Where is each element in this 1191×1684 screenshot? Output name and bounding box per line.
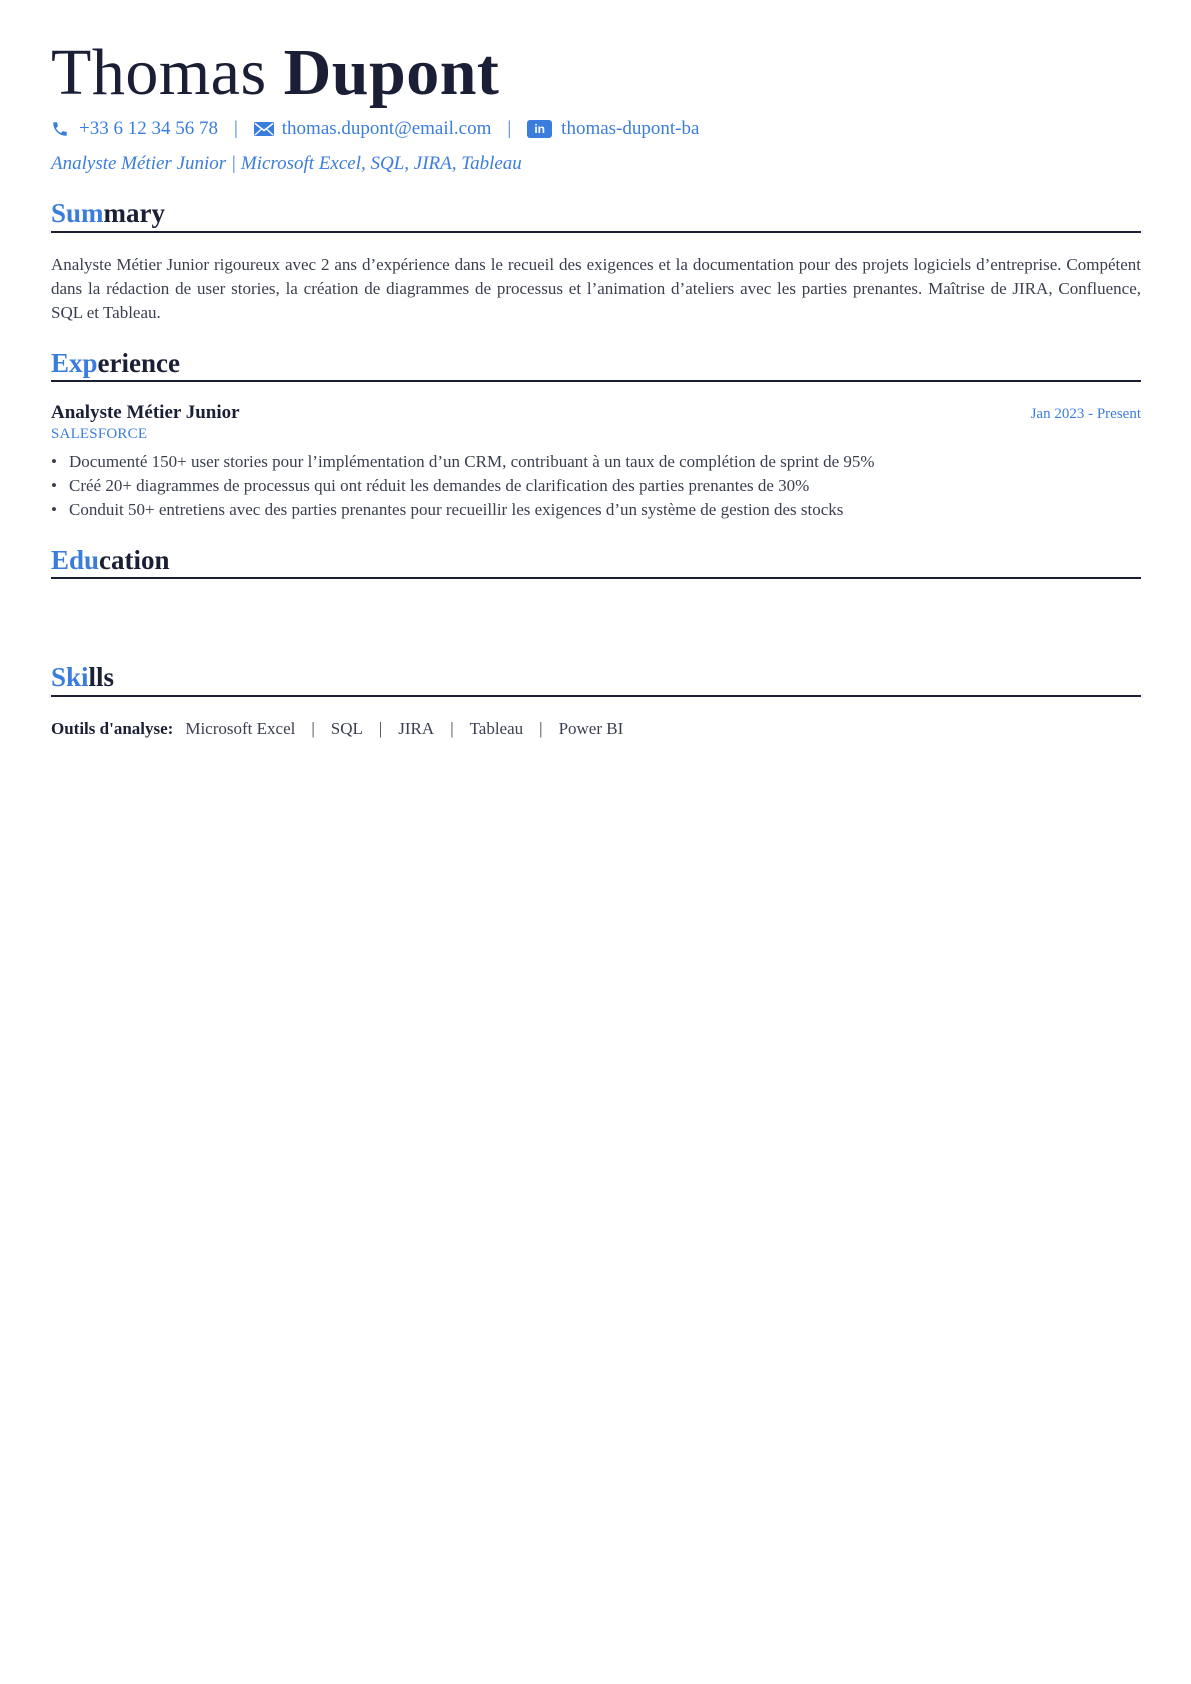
- contact-phone[interactable]: [51, 118, 218, 140]
- job-bullets: [51, 450, 1141, 522]
- email-address: thomas.dupont@email.com: [281, 118, 492, 140]
- summary-text: Analyste Métier Junior rigoureux avec 2 ans d’expérience dans le recueil des exigences et la documentation pour des projets logiciels d’entreprise. Compétent dans la rédaction de user stories, la création de diagrammes de processus et l’animation d’ateliers avec les parties prenantes. Maîtrise de JIRA, Confluence, SQL et Tableau.: [51, 254, 1141, 322]
- section-title-skills: [51, 661, 1141, 696]
- job-header: [51, 402, 1141, 424]
- education-section: [51, 544, 1141, 639]
- job-title: Analyste Métier Junior: [51, 402, 240, 424]
- company-name: SALESFORCE: [51, 426, 148, 443]
- linkedin-icon: in: [527, 120, 552, 138]
- last-name: Dupont: [283, 36, 500, 109]
- contact-row: [51, 115, 1141, 143]
- list-item: • Créé 20+ diagrammes de processus qui ont réduit les demandes de clarification des parties prenantes de 30%: [51, 474, 1141, 498]
- skills-label: Outils d'analyse:: [51, 718, 174, 738]
- professional-headline: Analyste Métier Junior | Microsoft Excel, SQL, JIRA, Tableau: [51, 153, 522, 175]
- list-item: • Conduit 50+ entretiens avec des parties prenantes pour recueillir les exigences d’un système de gestion des stocks: [51, 498, 1141, 522]
- section-title-rest: cation: [99, 545, 170, 576]
- skills-row: [51, 719, 1141, 739]
- skill-item: Power BI: [558, 718, 624, 738]
- skill-separator: |: [450, 718, 454, 738]
- contact-linkedin[interactable]: [527, 118, 699, 140]
- job-entry: [51, 402, 1141, 522]
- skill-separator: |: [311, 718, 315, 738]
- skill-separator: |: [539, 718, 543, 738]
- job-date: Jan 2023 - Present: [1030, 406, 1141, 423]
- section-title-rest: erience: [97, 347, 180, 378]
- experience-section: [51, 347, 1141, 522]
- skill-separator: |: [378, 718, 383, 738]
- section-title-education: [51, 544, 1141, 579]
- skill-item: Tableau: [469, 718, 524, 738]
- section-title-accent: Edu: [51, 545, 100, 576]
- section-title-accent: Sum: [51, 198, 104, 229]
- contact-separator: |: [507, 118, 512, 140]
- skill-item: JIRA: [398, 718, 435, 738]
- candidate-name: [51, 38, 1141, 107]
- skill-item: Microsoft Excel: [185, 718, 296, 738]
- skill-item: SQL: [330, 718, 363, 738]
- skills-section: [51, 661, 1141, 738]
- section-title-rest: lls: [88, 662, 115, 693]
- section-title-accent: Ski: [51, 662, 89, 693]
- linkedin-handle: thomas-dupont-ba: [561, 118, 700, 140]
- list-item: • Documenté 150+ user stories pour l’implémentation d’un CRM, contribuant à un taux de complétion de sprint de 95%: [51, 450, 1141, 474]
- phone-number: +33 6 12 34 56 78: [79, 118, 218, 140]
- first-name: Thomas: [51, 36, 267, 109]
- section-title-summary: [51, 197, 1141, 232]
- summary-section: [51, 197, 1141, 324]
- section-title-experience: [51, 347, 1141, 382]
- phone-icon: [51, 120, 69, 138]
- mail-icon: [254, 121, 274, 137]
- education-body: [51, 579, 1141, 639]
- contact-email[interactable]: [254, 118, 492, 140]
- contact-separator: |: [233, 118, 238, 140]
- section-title-accent: Exp: [51, 347, 98, 378]
- section-title-rest: mary: [103, 198, 166, 229]
